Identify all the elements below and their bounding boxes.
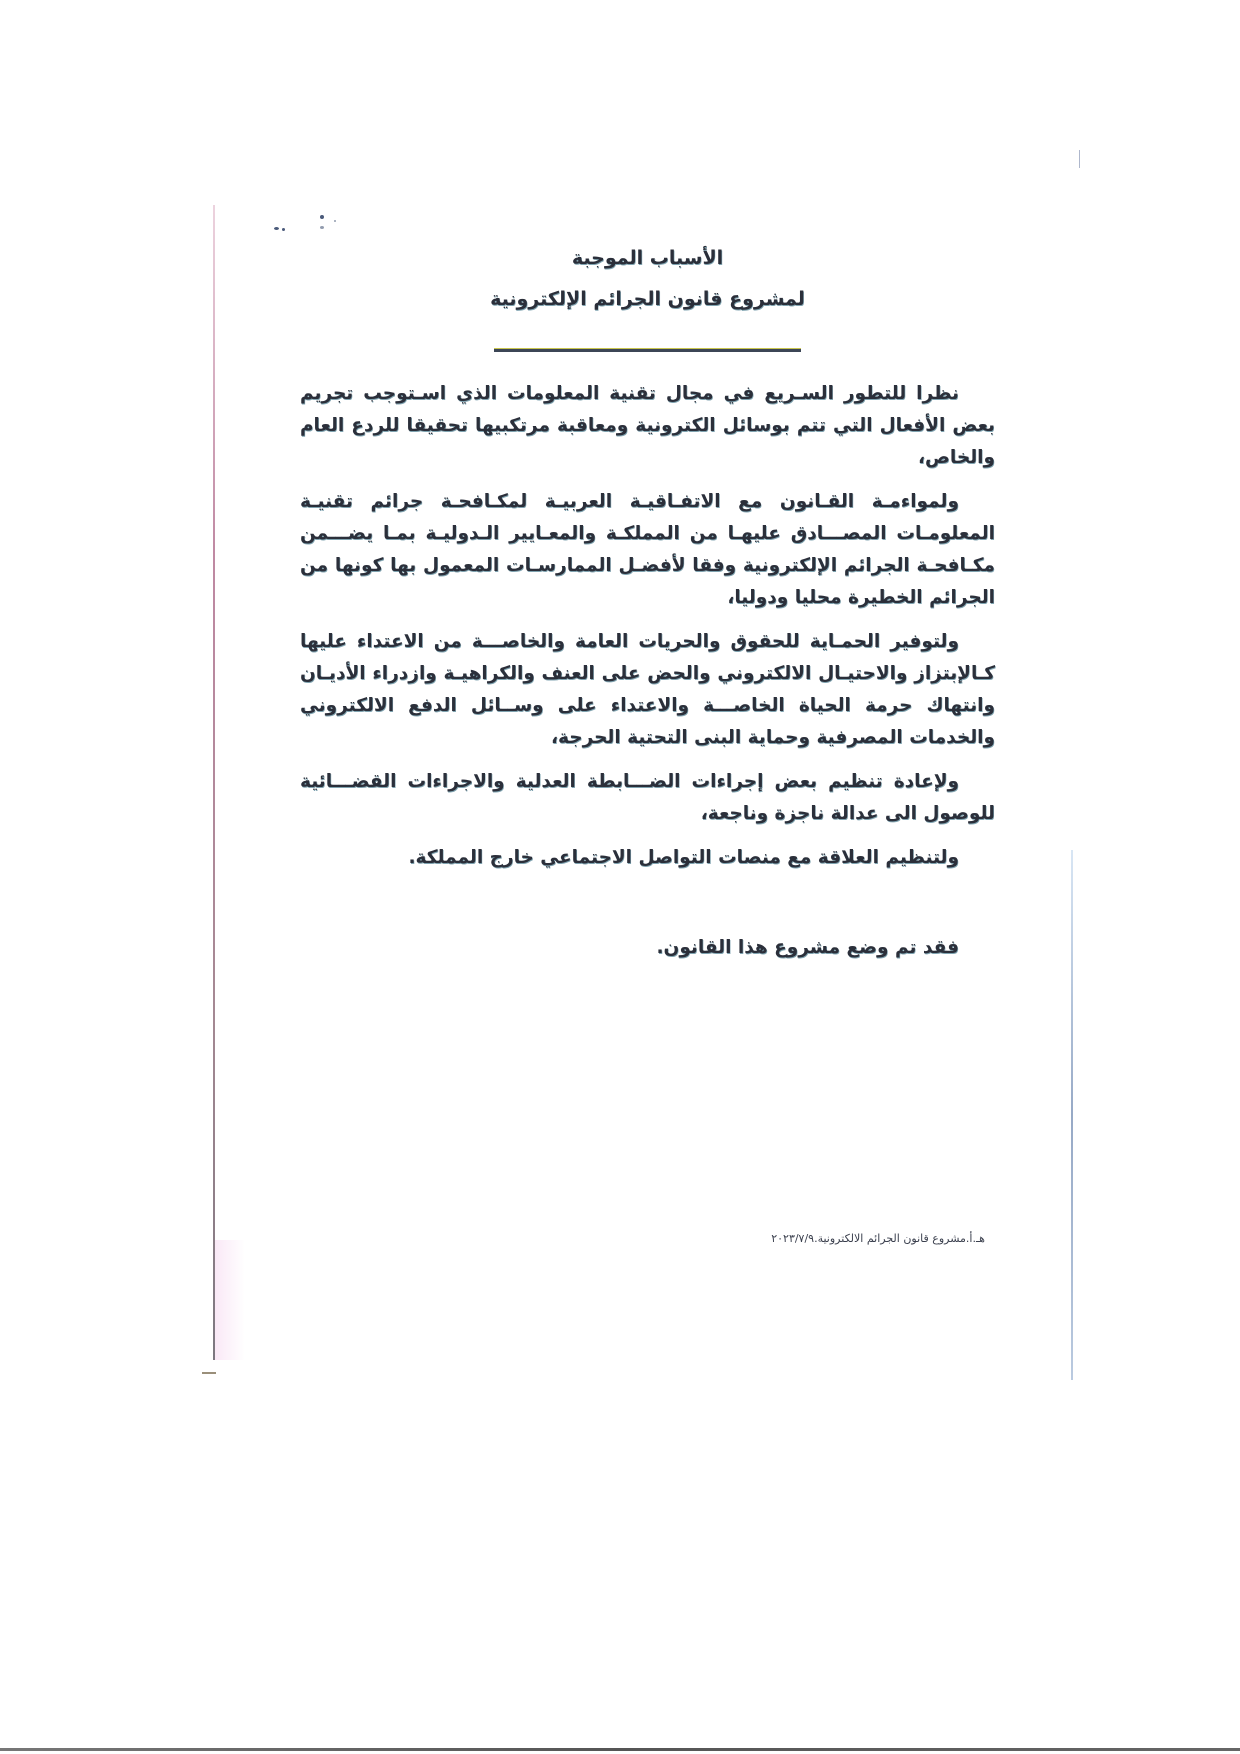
paragraph-1: نظرا للتطور السـريع في مجال تقنية المعلومات الذي اسـتوجب تجريم بعض الأفعال التي تتم بوسائل الكترونية ومعاقبة مرتكبيها تحقيقا للردع العام والخاص، [300, 383, 995, 468]
scan-edge-tick [202, 1372, 216, 1374]
document-title: الأسباب الموجبة [571, 247, 724, 269]
scan-shadow [215, 1240, 245, 1360]
scan-specks [270, 205, 350, 235]
document-subtitle: لمشروع قانون الجرائم الإلكترونية [490, 288, 805, 310]
document-body [300, 238, 995, 964]
scan-edge-left [213, 205, 215, 1360]
paragraph-3: ولتوفير الحمـاية للحقوق والحريات العامة والخاصـــة من الاعتداء عليها كـالإبتزاز والاحتيـال الالكتروني والحض على العنف والكراهيـة وازدراء الأديـان وانتهاك حرمة الحياة الخاصـــة والاعتداء على وســائل الدفع الالكتروني والخدمات المصرفية وحماية البنى التحتية الحرجة، [300, 631, 995, 748]
scan-bottom-edge [0, 1748, 1240, 1751]
footer-note: هـ.أ.مشروع قانون الجرائم الالكترونية.٢٠٢٣/٧/٩ [771, 1232, 985, 1245]
paragraph-2: ولمواءمـة القـانون مع الاتفـاقيـة العربيـة لمكـافحـة جرائم تقنيـة المعلومـات المصـــادق عليهـا من المملكـة والمعـايير الـدوليـة بمـا يضـــمن مكـافحـة الجرائم الإلكترونية وفقا لأفضـل الممارسـات المعمول بها كونها من الجرائم الخطيرة محليا ودوليا، [300, 491, 995, 608]
scan-edge-right-top [1079, 150, 1080, 168]
title-underline [494, 348, 801, 352]
conclusion: فقد تم وضع مشروع هذا القانون. [656, 937, 959, 958]
paragraph-5: ولتنظيم العلاقة مع منصات التواصل الاجتماعي خارج المملكة. [408, 847, 959, 868]
paragraph-4: ولإعادة تنظيم بعض إجراءات الضـــابطة العدلية والاجراءات القضـــائية للوصول الى عدالة ناجزة وناجعة، [300, 771, 995, 824]
scan-edge-right [1071, 850, 1073, 1380]
